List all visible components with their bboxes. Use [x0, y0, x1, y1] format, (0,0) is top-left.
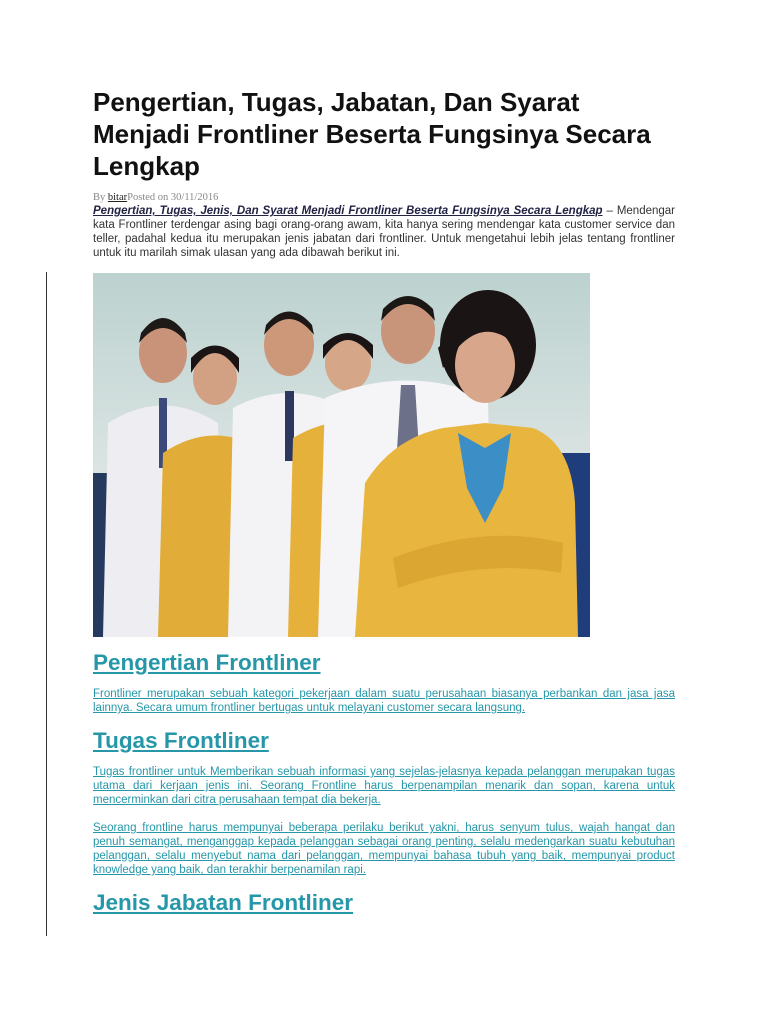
- tugas-paragraph-2[interactable]: Seorang frontline harus mempunyai beberapa perilaku berikut yakni, harus senyum tulus, wajah hangat dan penuh semangat, menganggap kepada pelanggan sebagai orang penting, selalu medengarkan suatu kebutuhan pelanggan, selalu menyebut nama dari pelanggan, mempunyai bahasa tubuh yang baik, mempunyai product knowledge yang baik, dan terakhir berpenamilan rapi.: [93, 822, 675, 876]
- intro-paragraph: [93, 204, 675, 260]
- tugas-paragraph-1[interactable]: Tugas frontliner untuk Memberikan sebuah informasi yang sejelas-jelasnya kepada pelanggan merupakan tugas utama dari kerjaan jenis ini. Seorang Frontline harus berpenampilan menarik dan sopan, karena untuk mencerminkan dari citra perusahaan tempat dia bekerja.: [93, 766, 675, 806]
- article-meta: [93, 191, 675, 204]
- article: [93, 86, 675, 917]
- intro-lead-link[interactable]: Pengertian, Tugas, Jenis, Dan Syarat Menjadi Frontliner Beserta Fungsinya Secara Lengkap: [93, 205, 603, 217]
- intro-body: – Mendengar kata Frontliner terdengar asing bagi orang-orang awam, kita hanya sering mendengar kata customer service dan teller, padahal kedua itu merupakan jenis jabatan dari frontliner. Untuk mengetahui lebih jelas tentang frontliner untuk itu marilah simak ulasan yang ada dibawah berikut ini.: [93, 205, 675, 259]
- post-date: 30/11/2016: [170, 192, 219, 203]
- section-heading-jenis-jabatan[interactable]: Jenis Jabatan Frontliner: [93, 890, 354, 915]
- posted-label: Posted on: [127, 192, 171, 203]
- pengertian-paragraph[interactable]: Frontliner merupakan sebuah kategori pekerjaan dalam suatu perusahaan biasanya perbankan dan jasa jasa lainnya. Secara umum frontliner bertugas untuk melayani customer secara langsung.: [93, 688, 675, 714]
- author-link[interactable]: bitar: [107, 192, 128, 203]
- page-margin-rule: [46, 272, 47, 936]
- section-heading-tugas[interactable]: Tugas Frontliner: [93, 728, 269, 753]
- by-label: By: [93, 192, 108, 203]
- section-heading-pengertian[interactable]: Pengertian Frontliner: [93, 650, 321, 675]
- article-title: Pengertian, Tugas, Jabatan, Dan Syarat Menjadi Frontliner Beserta Fungsinya Secara Lengkap: [93, 87, 651, 181]
- hero-image: [93, 273, 590, 637]
